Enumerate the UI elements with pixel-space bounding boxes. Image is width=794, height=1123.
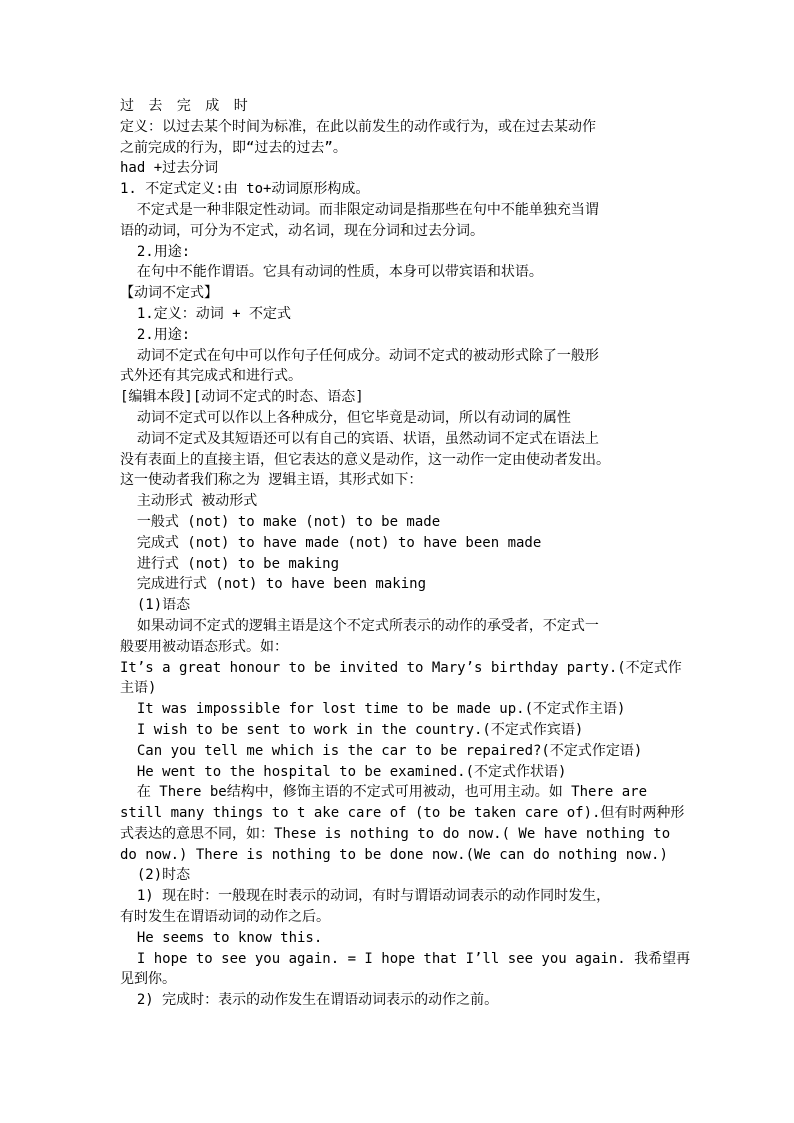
text-line: 1.定义：动词 + 不定式 bbox=[120, 305, 292, 322]
text-line: 2.用途: bbox=[120, 243, 191, 260]
text-line: do now.) There is nothing to be done now.(We can do nothing now.) bbox=[120, 846, 668, 863]
text-line: 式表达的意思不同，如：These is nothing to do now.( We have nothing to bbox=[120, 825, 671, 842]
text-line: 2.用途: bbox=[120, 326, 191, 343]
text-line: It was impossible for lost time to be made up.(不定式作主语) bbox=[120, 701, 626, 718]
document-lines bbox=[120, 117, 694, 1011]
text-line: 动词不定式及其短语还可以有自己的宾语、状语，虽然动词不定式在语法上 bbox=[120, 430, 599, 447]
text-line: 1) 现在时：一般现在时表示的动词，有时与谓语动词表示的动作同时发生， bbox=[120, 888, 611, 905]
document-body bbox=[120, 96, 694, 1011]
text-line: He seems to know this. bbox=[120, 929, 323, 946]
text-line: 之前完成的行为，即“过去的过去”。 bbox=[120, 139, 347, 156]
text-line: (1)语态 bbox=[120, 597, 191, 614]
text-line: 主语) bbox=[120, 680, 157, 697]
document-title: 过 去 完 成 时 bbox=[120, 98, 251, 114]
text-line: had +过去分词 bbox=[120, 160, 219, 177]
text-line: It’s a great honour to be invited to Mary’s birthday party.(不定式作 bbox=[120, 659, 682, 676]
text-line: 一般式 (not) to make (not) to be made bbox=[120, 513, 441, 530]
text-line: 1. 不定式定义:由 to+动词原形构成。 bbox=[120, 181, 370, 198]
text-line: [编辑本段][动词不定式的时态、语态] bbox=[120, 389, 364, 406]
text-line: 在 There be结构中，修饰主语的不定式可用被动，也可用主动。如 There are bbox=[120, 784, 648, 801]
text-line: 不定式是一种非限定性动词。而非限定动词是指那些在句中不能单独充当谓 bbox=[120, 201, 599, 218]
text-line: 没有表面上的直接主语，但它表达的意义是动作，这一动作一定由使动者发出。 bbox=[120, 451, 610, 468]
text-line: 【动词不定式】 bbox=[120, 285, 218, 302]
text-line: 般要用被动语态形式。如： bbox=[120, 638, 288, 655]
text-line: 有时发生在谓语动词的动作之后。 bbox=[120, 909, 330, 926]
text-line: 如果动词不定式的逻辑主语是这个不定式所表示的动作的承受者，不定式一 bbox=[120, 617, 599, 634]
text-line: 动词不定式在句中可以作句子任何成分。动词不定式的被动形式除了一般形 bbox=[120, 347, 599, 364]
text-line: Can you tell me which is the car to be repaired?(不定式作定语) bbox=[120, 742, 643, 759]
text-line: He went to the hospital to be examined.(不定式作状语) bbox=[120, 763, 567, 780]
text-line: 2) 完成时：表示的动作发生在谓语动词表示的动作之前。 bbox=[120, 992, 499, 1009]
text-line: 主动形式 被动形式 bbox=[120, 493, 258, 510]
text-line: 定义：以过去某个时间为标准，在此以前发生的动作或行为，或在过去某动作 bbox=[120, 118, 596, 135]
text-line: 见到你。 bbox=[120, 971, 176, 988]
text-line: 完成式 (not) to have made (not) to have been made bbox=[120, 534, 542, 551]
text-line: 在句中不能作谓语。它具有动词的性质，本身可以带宾语和状语。 bbox=[120, 264, 543, 281]
text-line: still many things to t ake care of (to be taken care of).但有时两种形 bbox=[120, 805, 685, 822]
text-line: 这一使动者我们称之为 逻辑主语，其形式如下： bbox=[120, 472, 423, 489]
text-line: I hope to see you again. = I hope that I’ll see you again. 我希望再 bbox=[120, 950, 691, 967]
text-line: I wish to be sent to work in the country.(不定式作宾语) bbox=[120, 721, 584, 738]
text-line: 语的动词，可分为不定式，动名词，现在分词和过去分词。 bbox=[120, 222, 484, 239]
text-line: (2)时态 bbox=[120, 867, 191, 884]
text-line: 式外还有其完成式和进行式。 bbox=[120, 368, 302, 385]
text-line: 进行式 (not) to be making bbox=[120, 555, 340, 572]
text-line: 动词不定式可以作以上各种成分，但它毕竟是动词，所以有动词的属性 bbox=[120, 409, 571, 426]
text-line: 完成进行式 (not) to have been making bbox=[120, 576, 427, 593]
